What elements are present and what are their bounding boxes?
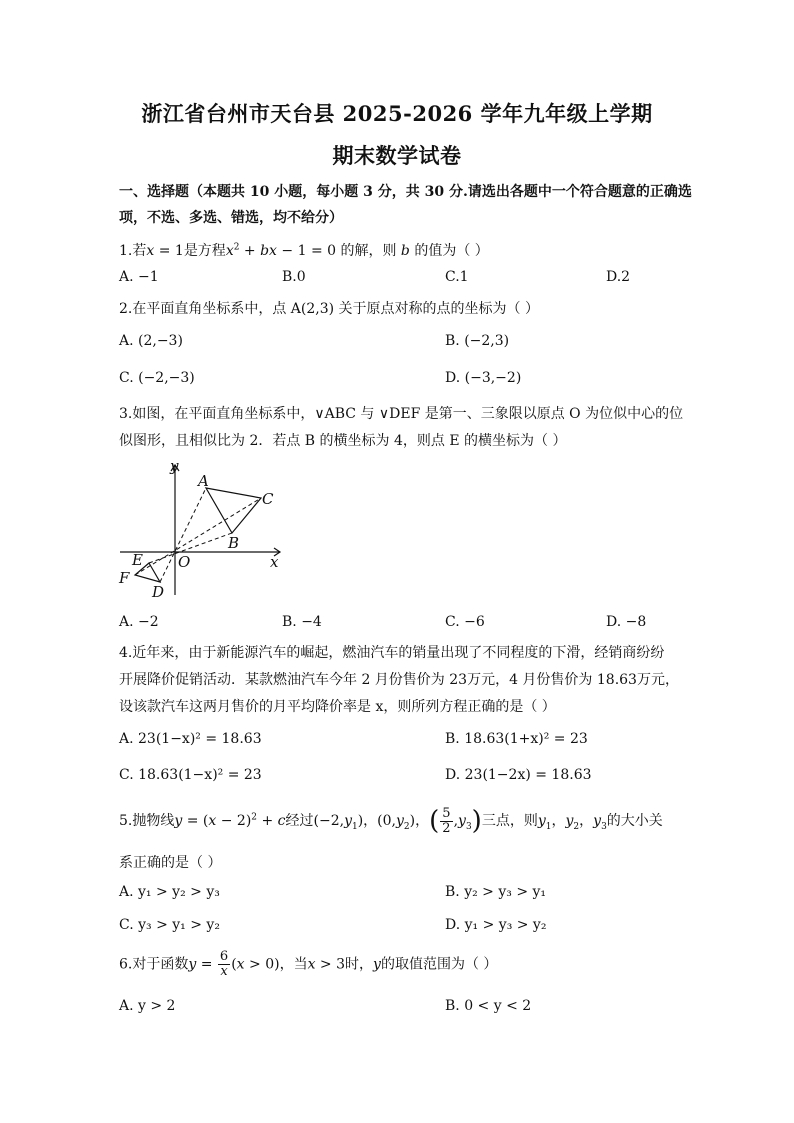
q6-option-a: A. y > 2 xyxy=(119,998,176,1014)
q1-option-d: D.2 xyxy=(606,269,631,285)
label-a: A xyxy=(198,472,209,490)
q1-option-a: A. −1 xyxy=(119,269,159,285)
label-f: F xyxy=(119,569,130,587)
q5-option-b: B. y₂ > y₃ > y₁ xyxy=(445,884,547,900)
q6-option-b: B. 0 < y < 2 xyxy=(445,998,532,1014)
question-5-stem: 5.抛物线$y = (x - 2)^2 + c$经过$(-2,y_1)$，$(0,y_2)$，( $\frac{5}{2}$ $,y_3$)三点，则$y_1$，$y_2$，$y_3$的大小关 xyxy=(119,805,663,836)
label-y: y xyxy=(170,457,179,475)
label-b: B xyxy=(228,534,240,552)
q4-option-d: D. 23(1−2x) = 18.63 xyxy=(445,767,592,783)
title-line-1: 浙江省台州市天台县 2025-2026 学年九年级上学期 xyxy=(141,101,653,126)
q2-option-b: B. (−2,3) xyxy=(445,333,510,349)
q5-option-a: A. y₁ > y₂ > y₃ xyxy=(119,884,220,900)
q2-option-d: D. (−3,−2) xyxy=(445,370,522,386)
dashed-line-fc xyxy=(135,498,261,575)
q1-option-b: B.0 xyxy=(282,269,306,285)
q2-option-c: C. (−2,−3) xyxy=(119,370,195,386)
q3-option-b: B. −4 xyxy=(282,614,322,630)
label-d: D xyxy=(152,583,165,601)
question-4-line-1: 4.近年来，由于新能源汽车的崛起，燃油汽车的销量出现了不同程度的下滑，经销商纷纷 xyxy=(119,645,665,661)
section-heading-line-2: 项，不选、多选、错选，均不给分） xyxy=(119,210,343,226)
q3-option-d: D. −8 xyxy=(606,614,647,630)
q3-option-c: C. −6 xyxy=(445,614,485,630)
question-2-stem: 2.在平面直角坐标系中，点 A(2,3) 关于原点对称的点的坐标为（ ） xyxy=(119,301,540,317)
label-x: x xyxy=(270,553,279,571)
q1-option-c: C.1 xyxy=(445,269,469,285)
q4-option-a: A. 23(1−x)² = 18.63 xyxy=(119,731,262,747)
section-heading-line-1: 一、选择题（本题共 10 小题，每小题 3 分，共 30 分.请选出各题中一个符合题意的正确选 xyxy=(119,184,692,200)
label-e: E xyxy=(132,551,143,569)
q4-option-b: B. 18.63(1+x)² = 23 xyxy=(445,731,588,747)
question-4-line-2: 开展降价促销活动．某款燃油汽车今年 2 月份售价为 23万元，4 月份售价为 18.63万元， xyxy=(119,672,679,688)
q3-coordinate-figure xyxy=(112,455,292,605)
title-line-2: 期末数学试卷 xyxy=(332,143,462,168)
question-5-line-2: 系正确的是（ ） xyxy=(119,855,222,871)
question-4-line-3: 设该款汽车这两月售价的月平均降价率是 x，则所列方程正确的是（ ） xyxy=(119,699,556,715)
q4-option-c: C. 18.63(1−x)² = 23 xyxy=(119,767,262,783)
label-o: O xyxy=(178,553,191,571)
question-1-stem: 1.若x = 1是方程$x^2$ + bx − 1 = 0 的解，则 b 的值为（ ） xyxy=(119,242,489,259)
question-6-stem: 6.对于函数y = $\frac{6}{x}$ (x > 0)，当x > 3时，y的取值范围为（ ） xyxy=(119,949,498,979)
question-3-line-2: 似图形，且相似比为 2．若点 B 的横坐标为 4，则点 E 的横坐标为（ ） xyxy=(119,433,567,449)
question-3-line-1: 3.如图，在平面直角坐标系中，∨ABC 与 ∨DEF 是第一、三象限以原点 O 为位似中心的位 xyxy=(119,406,684,422)
label-c: C xyxy=(262,490,274,508)
q2-option-a: A. (2,−3) xyxy=(119,333,183,349)
q5-option-d: D. y₁ > y₃ > y₂ xyxy=(445,917,547,933)
q5-option-c: C. y₃ > y₁ > y₂ xyxy=(119,917,220,933)
q3-option-a: A. −2 xyxy=(119,614,159,630)
